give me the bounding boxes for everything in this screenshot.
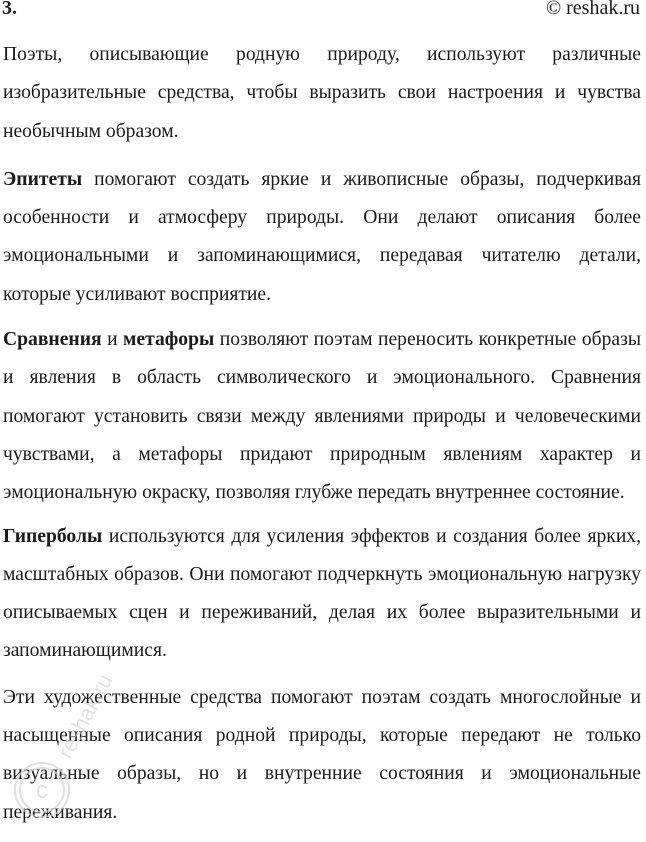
paragraph-hyperboles — [3, 518, 641, 671]
site-credit: © reshak.ru — [545, 0, 640, 19]
svg-text:c: c — [36, 777, 48, 804]
paragraph-hyperboles-text: используются для усиления эффектов и создания более ярких, масштабных образов. Они помогают подчеркнуть эмоциональную нагрузку описываемых сцен и переживаний, делая их более выразительными и запоминающимися. — [3, 525, 641, 662]
term-metaphors: метафоры — [123, 329, 215, 351]
conjunction: и — [101, 329, 124, 351]
answer-text — [3, 36, 641, 842]
paragraph-intro: Поэты, описывающие родную природу, используют различные изобразительные средства, чтобы выразить свои настроения и чувства необычным образом. — [3, 44, 641, 142]
paragraph-comparisons-metaphors — [3, 321, 641, 512]
page-header — [0, 0, 646, 24]
svg-text:reshak.ru: reshak.ru — [52, 669, 118, 763]
term-epithets: Эпитеты — [3, 168, 83, 190]
paragraph-comparisons-text: позволяют поэтам переносить конкретные образы и явления в область символического и эмоционального. Сравнения помогают установить связи между явлениями природы и человеческими чувствами, а метафоры придают природным явлениям характер и эмоциональную окраску, позволяя глубже передать внутреннее состояние. — [3, 329, 641, 504]
paragraph-conclusion: Эти художественные средства помогают поэтам создать многослойные и насыщенные описания родной природы, которые передают не только визуальные образы, но и внутренние состояния и эмоциональные переживания. — [3, 686, 641, 823]
paragraph-epithets-text: помогают создать яркие и живописные образы, подчеркивая особенности и атмосферу природы. Они делают описания более эмоциональными и запоминающимися, передавая читателю детали, которые усиливают восприятие. — [3, 168, 641, 305]
paragraph-epithets — [3, 161, 641, 314]
term-comparisons: Сравнения — [3, 329, 102, 351]
term-hyperboles: Гиперболы — [3, 525, 103, 547]
task-number: 3. — [2, 0, 17, 19]
